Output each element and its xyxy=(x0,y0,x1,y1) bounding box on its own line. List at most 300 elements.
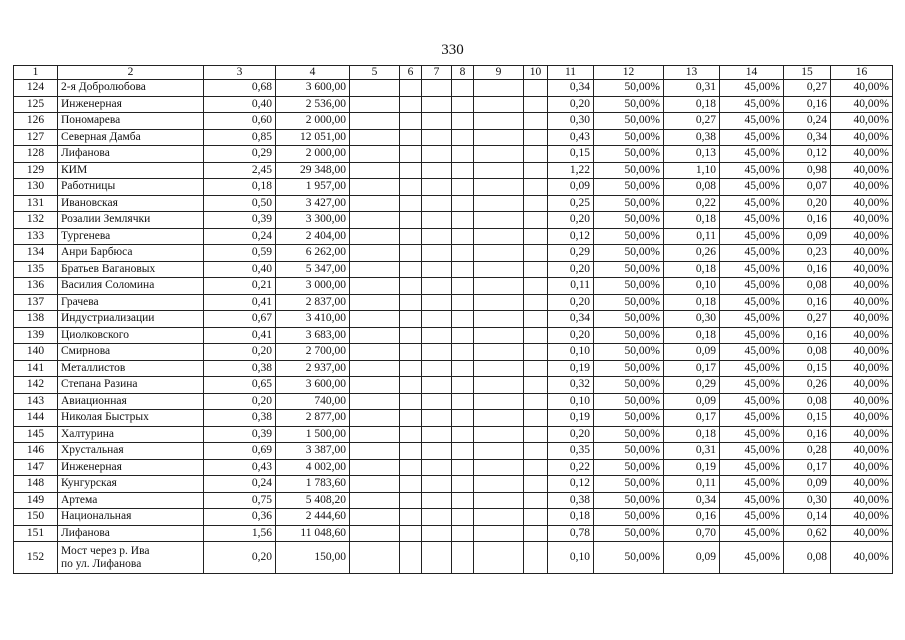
table-cell xyxy=(350,195,400,212)
table-cell xyxy=(400,525,422,542)
table-cell xyxy=(524,492,548,509)
table-cell: 1 957,00 xyxy=(276,179,350,196)
table-cell xyxy=(524,245,548,262)
table-cell: 0,20 xyxy=(548,96,594,113)
table-cell xyxy=(524,228,548,245)
table-cell xyxy=(474,311,524,328)
table-cell xyxy=(524,410,548,427)
table-cell xyxy=(452,129,474,146)
table-cell: 50,00% xyxy=(594,525,664,542)
table-cell: Пономарева xyxy=(58,113,204,130)
table-cell: 0,41 xyxy=(204,327,276,344)
table-cell: 0,34 xyxy=(548,80,594,97)
column-header: 13 xyxy=(664,66,720,80)
table-cell xyxy=(350,360,400,377)
table-cell xyxy=(524,344,548,361)
table-cell: 40,00% xyxy=(831,212,893,229)
table-cell: 40,00% xyxy=(831,509,893,526)
table-cell: Работницы xyxy=(58,179,204,196)
table-cell: 124 xyxy=(14,80,58,97)
table-cell: 150 xyxy=(14,509,58,526)
table-cell xyxy=(474,410,524,427)
table-cell: 0,09 xyxy=(784,476,831,493)
table-cell xyxy=(350,212,400,229)
table-row xyxy=(14,393,893,410)
table-cell: 0,18 xyxy=(664,261,720,278)
table-cell xyxy=(474,426,524,443)
page-number: 330 xyxy=(441,42,464,58)
table-cell: 50,00% xyxy=(594,443,664,460)
table-cell: 0,30 xyxy=(548,113,594,130)
table-cell: 1,22 xyxy=(548,162,594,179)
table-cell: 45,00% xyxy=(720,426,784,443)
table-cell: 0,24 xyxy=(784,113,831,130)
table-cell: Инженерная xyxy=(58,96,204,113)
table-cell xyxy=(474,80,524,97)
table-cell xyxy=(422,492,452,509)
table-cell: 45,00% xyxy=(720,261,784,278)
table-cell: 0,69 xyxy=(204,443,276,460)
table-cell: 0,17 xyxy=(784,459,831,476)
table-cell: 0,18 xyxy=(664,212,720,229)
table-cell xyxy=(350,443,400,460)
table-cell: 0,23 xyxy=(784,245,831,262)
table-cell xyxy=(422,195,452,212)
table-cell xyxy=(400,179,422,196)
table-cell: 0,20 xyxy=(548,212,594,229)
table-cell: 45,00% xyxy=(720,311,784,328)
table-cell: 0,08 xyxy=(784,278,831,295)
table-cell xyxy=(524,311,548,328)
table-cell xyxy=(524,459,548,476)
table-cell xyxy=(524,327,548,344)
table-cell xyxy=(524,129,548,146)
table-row xyxy=(14,459,893,476)
column-header: 1 xyxy=(14,66,58,80)
table-cell xyxy=(422,426,452,443)
table-cell xyxy=(452,278,474,295)
table-cell: 5 408,20 xyxy=(276,492,350,509)
table-cell xyxy=(524,96,548,113)
table-cell: 45,00% xyxy=(720,459,784,476)
table-cell xyxy=(474,542,524,574)
table-cell: 0,24 xyxy=(204,228,276,245)
table-cell: Лифанова xyxy=(58,525,204,542)
table-cell xyxy=(350,294,400,311)
table-cell: 0,08 xyxy=(784,542,831,574)
table-cell: 45,00% xyxy=(720,410,784,427)
table-cell: 0,30 xyxy=(784,492,831,509)
table-cell: 0,10 xyxy=(548,344,594,361)
table-cell: 50,00% xyxy=(594,344,664,361)
table-cell: 40,00% xyxy=(831,96,893,113)
table-cell xyxy=(422,410,452,427)
table-cell: 0,10 xyxy=(548,393,594,410)
table-cell: 0,17 xyxy=(664,410,720,427)
table-cell xyxy=(474,476,524,493)
table-cell xyxy=(474,129,524,146)
table-cell: 0,38 xyxy=(664,129,720,146)
table-cell xyxy=(422,509,452,526)
table-cell xyxy=(422,80,452,97)
table-row xyxy=(14,492,893,509)
table-cell: 45,00% xyxy=(720,80,784,97)
table-cell: Смирнова xyxy=(58,344,204,361)
table-cell: 137 xyxy=(14,294,58,311)
table-cell: 40,00% xyxy=(831,327,893,344)
table-cell: 0,67 xyxy=(204,311,276,328)
table-cell: 0,38 xyxy=(204,410,276,427)
table-cell: 45,00% xyxy=(720,393,784,410)
table-cell: 144 xyxy=(14,410,58,427)
table-cell: 5 347,00 xyxy=(276,261,350,278)
table-cell xyxy=(474,162,524,179)
table-cell: 40,00% xyxy=(831,311,893,328)
table-cell: 0,18 xyxy=(548,509,594,526)
table-cell: 0,09 xyxy=(664,344,720,361)
table-cell xyxy=(524,443,548,460)
table-cell: 0,62 xyxy=(784,525,831,542)
table-cell: 2 837,00 xyxy=(276,294,350,311)
table-cell xyxy=(524,212,548,229)
table-cell: 50,00% xyxy=(594,212,664,229)
table-cell: 3 387,00 xyxy=(276,443,350,460)
table-cell xyxy=(350,327,400,344)
table-cell: 127 xyxy=(14,129,58,146)
table-cell: 0,43 xyxy=(204,459,276,476)
table-cell: 2,45 xyxy=(204,162,276,179)
table-cell: Анри Барбюса xyxy=(58,245,204,262)
table-cell xyxy=(452,113,474,130)
table-cell: 0,15 xyxy=(784,410,831,427)
table-cell: 0,60 xyxy=(204,113,276,130)
table-cell: 50,00% xyxy=(594,327,664,344)
table-cell: Артема xyxy=(58,492,204,509)
table-row xyxy=(14,360,893,377)
table-cell: 45,00% xyxy=(720,278,784,295)
table-cell: 0,43 xyxy=(548,129,594,146)
table-cell: Индустриализации xyxy=(58,311,204,328)
table-cell xyxy=(350,146,400,163)
table-cell xyxy=(452,443,474,460)
table-cell: 50,00% xyxy=(594,80,664,97)
table-cell: 0,10 xyxy=(664,278,720,295)
table-body xyxy=(14,66,893,574)
table-cell xyxy=(524,162,548,179)
table-cell: 151 xyxy=(14,525,58,542)
table-cell: 50,00% xyxy=(594,509,664,526)
table-row xyxy=(14,261,893,278)
table-cell xyxy=(422,542,452,574)
table-cell xyxy=(422,443,452,460)
table-cell xyxy=(474,245,524,262)
table-cell: 0,12 xyxy=(548,476,594,493)
table-cell xyxy=(524,542,548,574)
table-cell xyxy=(400,212,422,229)
table-cell: 0,18 xyxy=(664,294,720,311)
table-cell xyxy=(452,327,474,344)
table-cell xyxy=(474,96,524,113)
table-cell: 0,16 xyxy=(784,426,831,443)
table-cell: 0,32 xyxy=(548,377,594,394)
table-cell: 45,00% xyxy=(720,443,784,460)
table-cell: 0,09 xyxy=(784,228,831,245)
table-row xyxy=(14,377,893,394)
table-cell: 147 xyxy=(14,459,58,476)
table-cell xyxy=(474,393,524,410)
column-header: 6 xyxy=(400,66,422,80)
table-cell xyxy=(452,212,474,229)
table-cell xyxy=(350,525,400,542)
table-cell xyxy=(350,426,400,443)
table-cell xyxy=(400,327,422,344)
table-cell: 2 536,00 xyxy=(276,96,350,113)
table-cell: 45,00% xyxy=(720,542,784,574)
table-cell xyxy=(422,261,452,278)
table-cell: 0,18 xyxy=(664,96,720,113)
table-cell: 40,00% xyxy=(831,80,893,97)
table-cell xyxy=(400,129,422,146)
column-header: 8 xyxy=(452,66,474,80)
table-cell xyxy=(452,509,474,526)
table-cell: 45,00% xyxy=(720,113,784,130)
table-cell: 50,00% xyxy=(594,146,664,163)
table-cell xyxy=(400,443,422,460)
table-cell xyxy=(400,476,422,493)
table-cell: Тургенева xyxy=(58,228,204,245)
table-cell: 0,28 xyxy=(784,443,831,460)
table-cell xyxy=(474,179,524,196)
table-row xyxy=(14,443,893,460)
table-cell: 0,09 xyxy=(664,393,720,410)
table-cell: 1 783,60 xyxy=(276,476,350,493)
table-cell: 0,12 xyxy=(548,228,594,245)
table-cell: 141 xyxy=(14,360,58,377)
table-cell: Грачева xyxy=(58,294,204,311)
table-cell xyxy=(400,261,422,278)
table-cell xyxy=(422,360,452,377)
table-cell xyxy=(452,492,474,509)
table-cell xyxy=(422,245,452,262)
table-cell: 143 xyxy=(14,393,58,410)
table-row xyxy=(14,344,893,361)
table-cell: 0,38 xyxy=(548,492,594,509)
table-cell: Братьев Вагановых xyxy=(58,261,204,278)
table-cell: 0,22 xyxy=(664,195,720,212)
table-cell xyxy=(422,228,452,245)
table-cell xyxy=(422,344,452,361)
table-cell: 0,20 xyxy=(548,261,594,278)
table-cell: Авиационная xyxy=(58,393,204,410)
table-cell: 50,00% xyxy=(594,492,664,509)
table-cell xyxy=(400,393,422,410)
table-cell: 40,00% xyxy=(831,195,893,212)
table-cell: 40,00% xyxy=(831,459,893,476)
table-cell: 0,19 xyxy=(664,459,720,476)
table-cell: 40,00% xyxy=(831,426,893,443)
table-cell: 0,11 xyxy=(664,476,720,493)
table-row xyxy=(14,426,893,443)
table-cell: 0,70 xyxy=(664,525,720,542)
table-cell xyxy=(474,146,524,163)
column-header: 4 xyxy=(276,66,350,80)
data-table xyxy=(13,65,893,574)
table-cell xyxy=(350,311,400,328)
table-cell: 2 444,60 xyxy=(276,509,350,526)
table-cell: КИМ xyxy=(58,162,204,179)
table-cell: 0,21 xyxy=(204,278,276,295)
table-cell xyxy=(400,344,422,361)
table-cell: 0,16 xyxy=(784,327,831,344)
table-cell xyxy=(452,96,474,113)
table-cell: 45,00% xyxy=(720,245,784,262)
table-cell: 40,00% xyxy=(831,476,893,493)
table-cell: 150,00 xyxy=(276,542,350,574)
table-cell: 0,15 xyxy=(548,146,594,163)
table-cell xyxy=(400,492,422,509)
table-cell xyxy=(400,228,422,245)
table-cell: 40,00% xyxy=(831,525,893,542)
table-cell: Мост через р. Ива по ул. Лифанова xyxy=(58,542,204,574)
table-cell: Национальная xyxy=(58,509,204,526)
table-cell: 0,24 xyxy=(204,476,276,493)
table-cell xyxy=(350,228,400,245)
table-cell: Инженерная xyxy=(58,459,204,476)
table-cell: 0,29 xyxy=(204,146,276,163)
table-cell: 0,39 xyxy=(204,212,276,229)
table-cell: 0,31 xyxy=(664,80,720,97)
table-cell: 0,29 xyxy=(664,377,720,394)
column-header: 15 xyxy=(784,66,831,80)
table-cell: 1,10 xyxy=(664,162,720,179)
table-cell: 2 000,00 xyxy=(276,113,350,130)
table-cell xyxy=(400,426,422,443)
table-cell: 50,00% xyxy=(594,179,664,196)
table-cell: 140 xyxy=(14,344,58,361)
table-cell xyxy=(350,377,400,394)
table-cell: 40,00% xyxy=(831,393,893,410)
table-cell xyxy=(422,393,452,410)
table-cell: 3 300,00 xyxy=(276,212,350,229)
table-cell xyxy=(452,410,474,427)
table-cell: 45,00% xyxy=(720,228,784,245)
table-cell xyxy=(400,509,422,526)
table-cell xyxy=(400,410,422,427)
table-cell: 45,00% xyxy=(720,509,784,526)
table-cell: 0,30 xyxy=(664,311,720,328)
table-cell xyxy=(524,377,548,394)
table-cell: 2 000,00 xyxy=(276,146,350,163)
column-header: 16 xyxy=(831,66,893,80)
table-row xyxy=(14,278,893,295)
table-cell xyxy=(474,459,524,476)
table-cell xyxy=(400,113,422,130)
table-cell: 0,19 xyxy=(548,360,594,377)
column-header: 10 xyxy=(524,66,548,80)
table-cell: 40,00% xyxy=(831,344,893,361)
table-cell xyxy=(524,80,548,97)
table-cell: 40,00% xyxy=(831,179,893,196)
table-cell xyxy=(400,311,422,328)
table-cell xyxy=(452,228,474,245)
table-cell xyxy=(524,113,548,130)
table-cell xyxy=(474,113,524,130)
table-cell xyxy=(452,245,474,262)
table-cell: 50,00% xyxy=(594,311,664,328)
table-cell xyxy=(422,179,452,196)
table-cell xyxy=(474,212,524,229)
table-cell: 0,36 xyxy=(204,509,276,526)
table-cell: 146 xyxy=(14,443,58,460)
table-cell: 50,00% xyxy=(594,162,664,179)
table-cell: 133 xyxy=(14,228,58,245)
table-row xyxy=(14,162,893,179)
table-cell: Розалии Землячки xyxy=(58,212,204,229)
table-cell: 50,00% xyxy=(594,459,664,476)
table-cell: 50,00% xyxy=(594,129,664,146)
column-header: 2 xyxy=(58,66,204,80)
table-cell xyxy=(422,146,452,163)
table-cell xyxy=(452,261,474,278)
table-cell xyxy=(474,377,524,394)
table-cell xyxy=(422,162,452,179)
table-cell: 0,20 xyxy=(204,542,276,574)
table-cell: 45,00% xyxy=(720,96,784,113)
table-cell: 0,39 xyxy=(204,426,276,443)
table-cell: 45,00% xyxy=(720,195,784,212)
table-cell xyxy=(452,476,474,493)
table-cell: 3 000,00 xyxy=(276,278,350,295)
table-cell: 0,17 xyxy=(664,360,720,377)
table-cell xyxy=(452,393,474,410)
table-cell: 136 xyxy=(14,278,58,295)
table-cell xyxy=(400,195,422,212)
table-cell: 50,00% xyxy=(594,393,664,410)
table-cell: 0,65 xyxy=(204,377,276,394)
table-cell: 0,19 xyxy=(548,410,594,427)
header-row xyxy=(14,66,893,80)
table-cell: 0,08 xyxy=(784,393,831,410)
table-cell: 45,00% xyxy=(720,146,784,163)
table-cell: 0,26 xyxy=(664,245,720,262)
table-cell: 50,00% xyxy=(594,294,664,311)
table-cell: 40,00% xyxy=(831,162,893,179)
table-cell: 3 600,00 xyxy=(276,377,350,394)
table-row xyxy=(14,294,893,311)
table-cell: 0,26 xyxy=(784,377,831,394)
table-cell: Василия Соломина xyxy=(58,278,204,295)
table-row xyxy=(14,228,893,245)
table-cell xyxy=(400,360,422,377)
table-cell xyxy=(524,393,548,410)
table-cell: Лифанова xyxy=(58,146,204,163)
table-cell xyxy=(400,459,422,476)
table-cell xyxy=(422,377,452,394)
table-cell xyxy=(350,459,400,476)
table-cell: 40,00% xyxy=(831,261,893,278)
table-cell: 45,00% xyxy=(720,129,784,146)
table-cell: 50,00% xyxy=(594,410,664,427)
table-cell xyxy=(524,179,548,196)
table-cell: 0,78 xyxy=(548,525,594,542)
table-cell xyxy=(350,344,400,361)
column-header: 9 xyxy=(474,66,524,80)
table-cell: 45,00% xyxy=(720,360,784,377)
table-cell: 0,16 xyxy=(784,96,831,113)
table-cell: 29 348,00 xyxy=(276,162,350,179)
table-cell xyxy=(452,294,474,311)
table-cell: Халтурина xyxy=(58,426,204,443)
